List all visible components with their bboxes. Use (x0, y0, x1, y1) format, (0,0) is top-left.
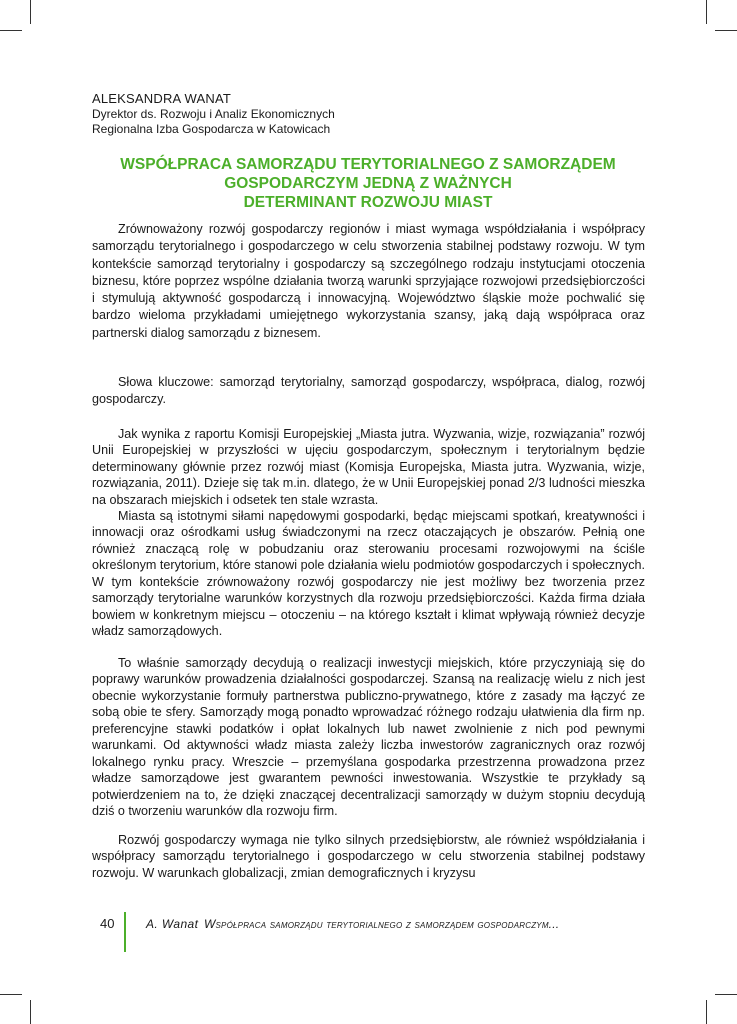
abstract: Zrównoważony rozwój gospodarczy regionów i miast wymaga współdziałania i współpracy samorządu terytorialnego i gospodarczego w celu stworzenia stabilnej podstawy rozwoju. W tym kontekście samorząd terytorialny i gospodarczy są szczególnego rodzaju instytucjami otoczenia biznesu, które poprzez wspólne działania tworzą warunki sprzyjające rozwojowi przedsiębiorczości i stymulują aktywność gospodarczą i innowacyjną. Województwo śląskie może pochwalić się bardzo wieloma przykładami umiejętnego wykorzystania szansy, jaką dają współpraca oraz partnerski dialog samorządu z biznesem. (92, 222, 645, 340)
title-line: DETERMINANT ROZWOJU MIAST (243, 194, 493, 211)
body-paragraph: To właśnie samorządy decydują o realizacji inwestycji miejskich, które przyczyniają się do poprawy warunków prowadzenia działalności gospodarczej. Szansą na realizację wielu z nich jest obecnie wykorzystanie formuły partnerstwa publiczno-prywatnego, które z zasady ma łączyć ze sobą obie te sfery. Samorządy mogą ponadto wprowadzać różnego rodzaju ułatwienia dla firm np. preferencyjne stawki podatków i opłat lokalnych lub nawet zwolnienie z nich pod pewnymi warunkami. Od aktywności władz miasta zależy liczba inwestorów zagranicznych oraz rozwój lokalnego rynku pracy. Wreszcie – przemyślana gospodarka przestrzenna prowadzona przez władze samorządowe jest gwarantem pewności inwestowania. Wszystkie te przykłady są potwierdzeniem na to, że dzięki znaczącej decentralizacji samorządy w dużym stopniu decydują dziś o tworzeniu warunków dla rozwoju firm. (92, 656, 645, 819)
author-organization: Regionalna Izba Gospodarcza w Katowicach (92, 122, 331, 136)
title-line: GOSPODARCZYM JEDNĄ Z WAŻNYCH (224, 175, 512, 192)
body-paragraph: Rozwój gospodarczy wymaga nie tylko silnych przedsiębiorstw, ale również współdziałania i współpracy samorządu terytorialnego i gospodarczego w celu stworzenia stabilnej podstawy rozwoju. W warunkach globalizacji, zmian demograficznych i kryzysu (92, 833, 645, 880)
crop-mark (715, 30, 737, 31)
crop-mark (30, 0, 31, 24)
body-paragraph: Miasta są istotnymi siłami napędowymi gospodarki, będąc miejscami spotkań, kreatywności i innowacji oraz ośrodkami usług świadczonymi na rzecz otaczających je obszarów. Pełnią one również znaczącą rolę w pobudzaniu oraz sterowaniu procesami rozwojowymi na ściśle określonym terytorium, które stanowi pole działania wielu podmiotów gospodarczych i społecznych. W tym kontekście zrównoważony rozwój gospodarczy nie jest możliwy bez tworzenia przez samorządy terytorialne warunków korzystnych dla rozwoju przedsiębiorczości. Każda firma działa bowiem w konkretnym miejscu – otoczeniu – na którego kształt i klimat wpływają również decyzje władz samorządowych. (92, 509, 645, 639)
author-block (92, 90, 652, 137)
crop-mark (706, 1000, 707, 1024)
crop-mark (706, 0, 707, 24)
page-number: 40 (100, 916, 115, 931)
author-name: ALEKSANDRA WANAT (92, 91, 232, 106)
title-line: WSPÓŁPRACA SAMORZĄDU TERYTORIALNEGO Z SAMORZĄDEM (120, 156, 616, 173)
crop-mark (0, 30, 22, 31)
footer-author: A. Wanat (146, 917, 199, 931)
page-footer (92, 916, 652, 956)
crop-mark (30, 1000, 31, 1024)
crop-mark (0, 994, 22, 995)
keywords: Słowa kluczowe: samorząd terytorialny, samorząd gospodarczy, współpraca, dialog, rozwój gospodarczy. (92, 375, 645, 407)
article-title (92, 155, 644, 212)
crop-mark (715, 994, 737, 995)
author-position: Dyrektor ds. Rozwoju i Analiz Ekonomicznych (92, 107, 335, 121)
body-paragraph: Jak wynika z raportu Komisji Europejskiej „Miasta jutra. Wyzwania, wizje, rozwiązania” rozwój Unii Europejskiej w przyszłości w ujęciu gospodarczym, społecznym i terytorialnym będzie determinowany głównie przez rozwój miast (Komisja Europejska, Miasta jutra. Wyzwania, wizje, rozwiązania, 2011). Dzieje się tak m.in. dlatego, że w Unii Europejskiej ponad 2/3 ludności mieszka na obszarach miejskich i odsetek ten stale wzrasta. (92, 427, 645, 507)
footer-divider (124, 912, 126, 952)
running-title: Współpraca samorządu terytorialnego z samorządem gospodarczym... (204, 917, 560, 931)
